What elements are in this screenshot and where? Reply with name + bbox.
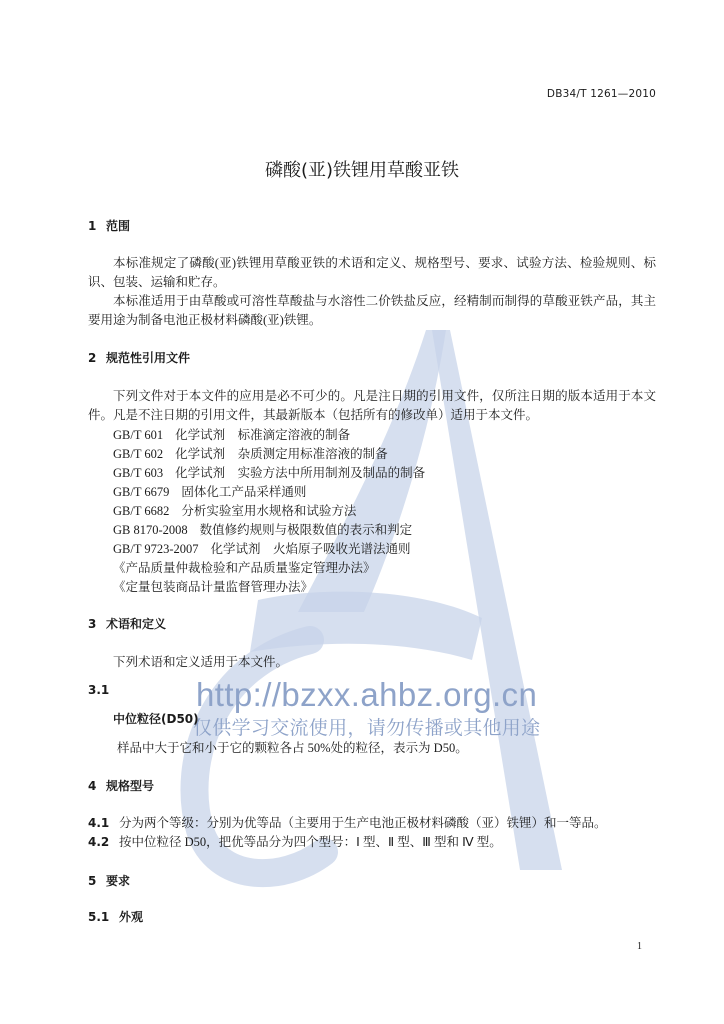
term-definition: 样品中大于它和小于它的颗粒各占 50%处的粒径，表示为 D50。 <box>117 741 468 755</box>
paragraph-line: 本标准规定了磷酸(亚)铁锂用草酸亚铁的术语和定义、规格型号、要求、试验方法、检验规则、标 <box>113 256 656 270</box>
section-number: 2 <box>88 351 97 365</box>
section-number: 5 <box>88 874 97 888</box>
reference-code: GB 8170-2008 <box>113 523 188 537</box>
reference-code: GB/T 6679 <box>113 485 170 499</box>
regulation-item: 《定量包装商品计量监督管理办法》 <box>113 580 314 594</box>
paragraph-line: 要用途为制备电池正极材料磷酸(亚)铁锂。 <box>88 313 322 327</box>
clause-item <box>88 814 607 833</box>
clause-text: 分为两个等级：分别为优等品（主要用于生产电池正极材料磷酸（亚）铁锂）和一等品。 <box>119 816 607 830</box>
reference-title: 化学试剂 杂质测定用标准溶液的制备 <box>175 447 388 461</box>
clause-item <box>88 833 502 852</box>
document-title: 磷酸(亚)铁锂用草酸亚铁 <box>264 160 460 181</box>
reference-title: 分析实验室用水规格和试验方法 <box>181 504 357 518</box>
reference-title: 固体化工产品采样通则 <box>181 485 307 499</box>
section-title: 规范性引用文件 <box>106 351 191 365</box>
section-title: 术语和定义 <box>106 617 167 631</box>
section-heading-normative-references <box>88 349 190 368</box>
reference-item <box>113 540 411 559</box>
reference-code: GB/T 9723-2007 <box>113 542 199 556</box>
section-number: 4 <box>88 779 97 793</box>
section-heading-scope <box>88 217 130 236</box>
paragraph-line: 下列文件对于本文件的应用是必不可少的。凡是注日期的引用文件，仅所注日期的版本适用于本文 <box>113 389 656 403</box>
section-title: 要求 <box>106 874 131 888</box>
reference-code: GB/T 602 <box>113 447 164 461</box>
reference-item <box>113 483 306 502</box>
paragraph-line: 识、包装、运输和贮存。 <box>88 275 226 289</box>
reference-title: 化学试剂 实验方法中所用制剂及制品的制备 <box>175 466 426 480</box>
reference-item <box>113 521 412 540</box>
section-heading-requirements <box>88 872 130 891</box>
paragraph-line: 件。凡是不注日期的引用文件，其最新版本（包括所有的修改单）适用于本文件。 <box>88 408 539 422</box>
section-number: 3 <box>88 617 97 631</box>
section-title: 范围 <box>106 219 131 233</box>
reference-code: GB/T 601 <box>113 428 164 442</box>
reference-title: 化学试剂 火焰原子吸收光谱法通则 <box>210 542 411 556</box>
reference-title: 数值修约规则与极限数值的表示和判定 <box>199 523 413 537</box>
reference-item <box>113 445 388 464</box>
page-number: 1 <box>637 941 642 952</box>
paragraph-line: 本标准适用于由草酸或可溶性草酸盐与水溶性二价铁盐反应，经精制而制得的草酸亚铁产品，其主 <box>113 294 656 308</box>
standard-code: DB34/T 1261—2010 <box>546 88 656 100</box>
regulation-item: 《产品质量仲裁检验和产品质量鉴定管理办法》 <box>113 561 376 575</box>
term-name: 中位粒径(D50) <box>113 712 199 726</box>
reference-code: GB/T 603 <box>113 466 164 480</box>
watermark-notice: 仅供学习交流使用，请勿传播或其他用途 <box>193 717 541 739</box>
reference-item <box>113 464 425 483</box>
reference-item <box>113 502 356 521</box>
section-heading-terms <box>88 615 166 634</box>
watermark-url: http://bzxx.ahbz.org.cn <box>196 676 538 713</box>
paragraph-line: 下列术语和定义适用于本文件。 <box>113 655 289 669</box>
reference-item <box>113 426 350 445</box>
term-number: 3.1 <box>88 683 110 697</box>
reference-code: GB/T 6682 <box>113 504 170 518</box>
clause-number: 4.2 <box>88 835 110 849</box>
subsection-title: 外观 <box>119 910 144 924</box>
section-title: 规格型号 <box>106 779 155 793</box>
subsection-number: 5.1 <box>88 910 110 924</box>
subsection-heading-appearance <box>88 908 143 927</box>
clause-number: 4.1 <box>88 816 110 830</box>
section-heading-specifications <box>88 777 154 796</box>
clause-text: 按中位粒径 D50，把优等品分为四个型号：Ⅰ 型、Ⅱ 型、Ⅲ 型和 Ⅳ 型。 <box>119 835 502 849</box>
section-number: 1 <box>88 219 97 233</box>
reference-title: 化学试剂 标准滴定溶液的制备 <box>175 428 351 442</box>
